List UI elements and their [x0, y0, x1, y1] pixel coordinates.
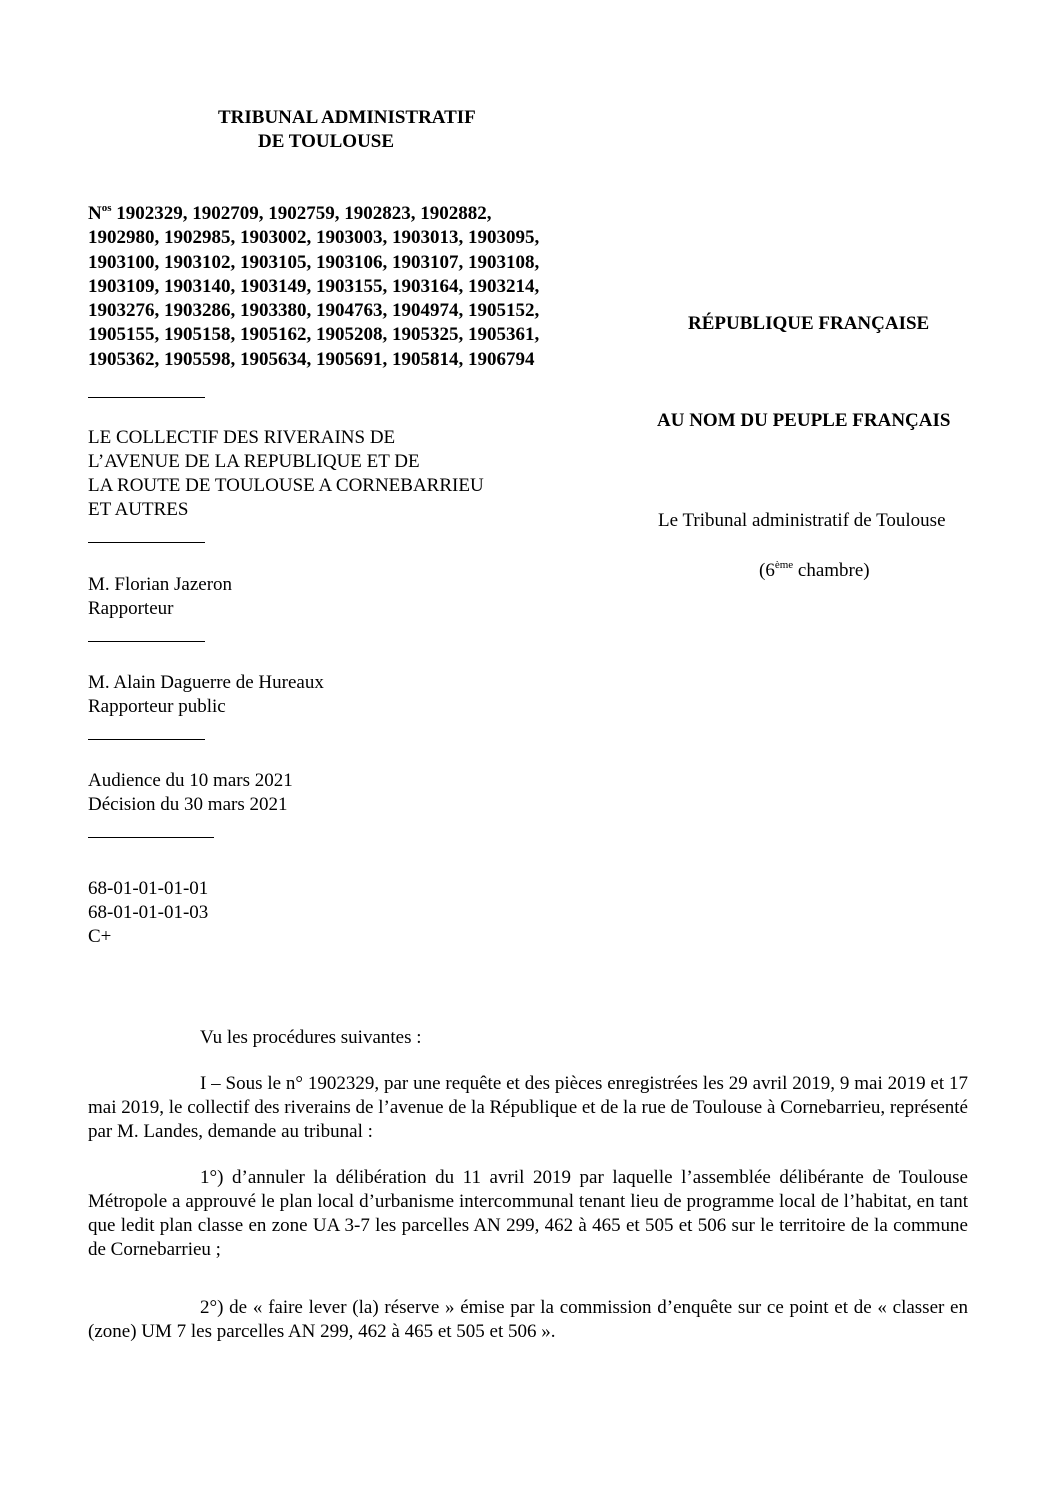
separator: [88, 542, 205, 543]
body-paragraph-1: I – Sous le n° 1902329, par une requête et des pièces enregistrées les 29 avril 2019, 9 mai 2019 et 17 mai 2019, le collectif des riverains de l’avenue de la République et de la rue de Toulouse à Cornebarrieu, représenté par M. Landes, demande au tribunal :: [88, 1073, 968, 1142]
republic-title: RÉPUBLIQUE FRANÇAISE: [688, 313, 930, 334]
decision-date: Décision du 30 mars 2021: [88, 794, 288, 815]
court-name-line1: TRIBUNAL ADMINISTRATIF: [218, 107, 476, 128]
rapporteur-public-name: M. Alain Daguerre de Hureaux: [88, 672, 324, 693]
separator: [88, 739, 205, 740]
separator: [88, 837, 214, 838]
audience-date: Audience du 10 mars 2021: [88, 770, 293, 791]
case-numbers-line-4: 1903109, 1903140, 1903149, 1903155, 1903164, 1903214,: [88, 275, 540, 297]
procedures-intro: Vu les procédures suivantes :: [200, 1027, 422, 1048]
case-numbers-line-6: 1905155, 1905158, 1905162, 1905208, 1905325, 1905361,: [88, 324, 540, 346]
case-numbers: [88, 202, 539, 372]
parties-line-2: L’AVENUE DE LA REPUBLIQUE ET DE: [88, 451, 420, 472]
body-paragraph-3: 2°) de « faire lever (la) réserve » émise par la commission d’enquête sur ce point et de « classer en (zone) UM 7 les parcelles AN 299, 462 à 465 et 505 et 506 ».: [88, 1297, 968, 1342]
case-numbers-line-2: 1902980, 1902985, 1903002, 1903003, 1903013, 1903095,: [88, 227, 540, 249]
separator: [88, 641, 205, 642]
tribunal-name: Le Tribunal administratif de Toulouse: [658, 510, 946, 531]
parties-line-4: ET AUTRES: [88, 499, 189, 520]
case-numbers-line-7: 1905362, 1905598, 1905634, 1905691, 1905814, 1906794: [88, 348, 535, 370]
publication-code: C+: [88, 926, 112, 947]
case-numbers-prefix: $N^{os}$: [88, 202, 112, 224]
classification-code-1: 68-01-01-01-01: [88, 878, 209, 899]
separator: [88, 397, 205, 398]
rapporteur-name: M. Florian Jazeron: [88, 574, 233, 595]
chamber: (6ème chambre): [759, 559, 870, 581]
case-numbers-line-5: 1903276, 1903286, 1903380, 1904763, 1904974, 1905152,: [88, 300, 540, 322]
case-numbers-line-1: $N^{os}$ 1902329, 1902709, 1902759, 1902823, 1902882,: [88, 202, 492, 224]
rapporteur-role: Rapporteur: [88, 598, 174, 619]
parties-line-3: LA ROUTE DE TOULOUSE A CORNEBARRIEU: [88, 475, 484, 496]
rapporteur-public-role: Rapporteur public: [88, 696, 226, 717]
body-paragraph-2: 1°) d’annuler la délibération du 11 avril 2019 par laquelle l’assemblée délibérante de Toulouse Métropole a approuvé le plan local d’urbanisme intercommunal tenant lieu de programme local de l’habitat, en tant que ledit plan classe en zone UA 3-7 les parcelles AN 299, 462 à 465 et 505 et 506 sur le territoire de la commune de Cornebarrieu ;: [88, 1167, 968, 1260]
people-heading: AU NOM DU PEUPLE FRANÇAIS: [657, 410, 951, 431]
court-name-line2: DE TOULOUSE: [258, 131, 395, 152]
case-numbers-line-3: 1903100, 1903102, 1903105, 1903106, 1903107, 1903108,: [88, 251, 540, 273]
parties-line-1: LE COLLECTIF DES RIVERAINS DE: [88, 427, 396, 448]
classification-code-2: 68-01-01-01-03: [88, 902, 209, 923]
